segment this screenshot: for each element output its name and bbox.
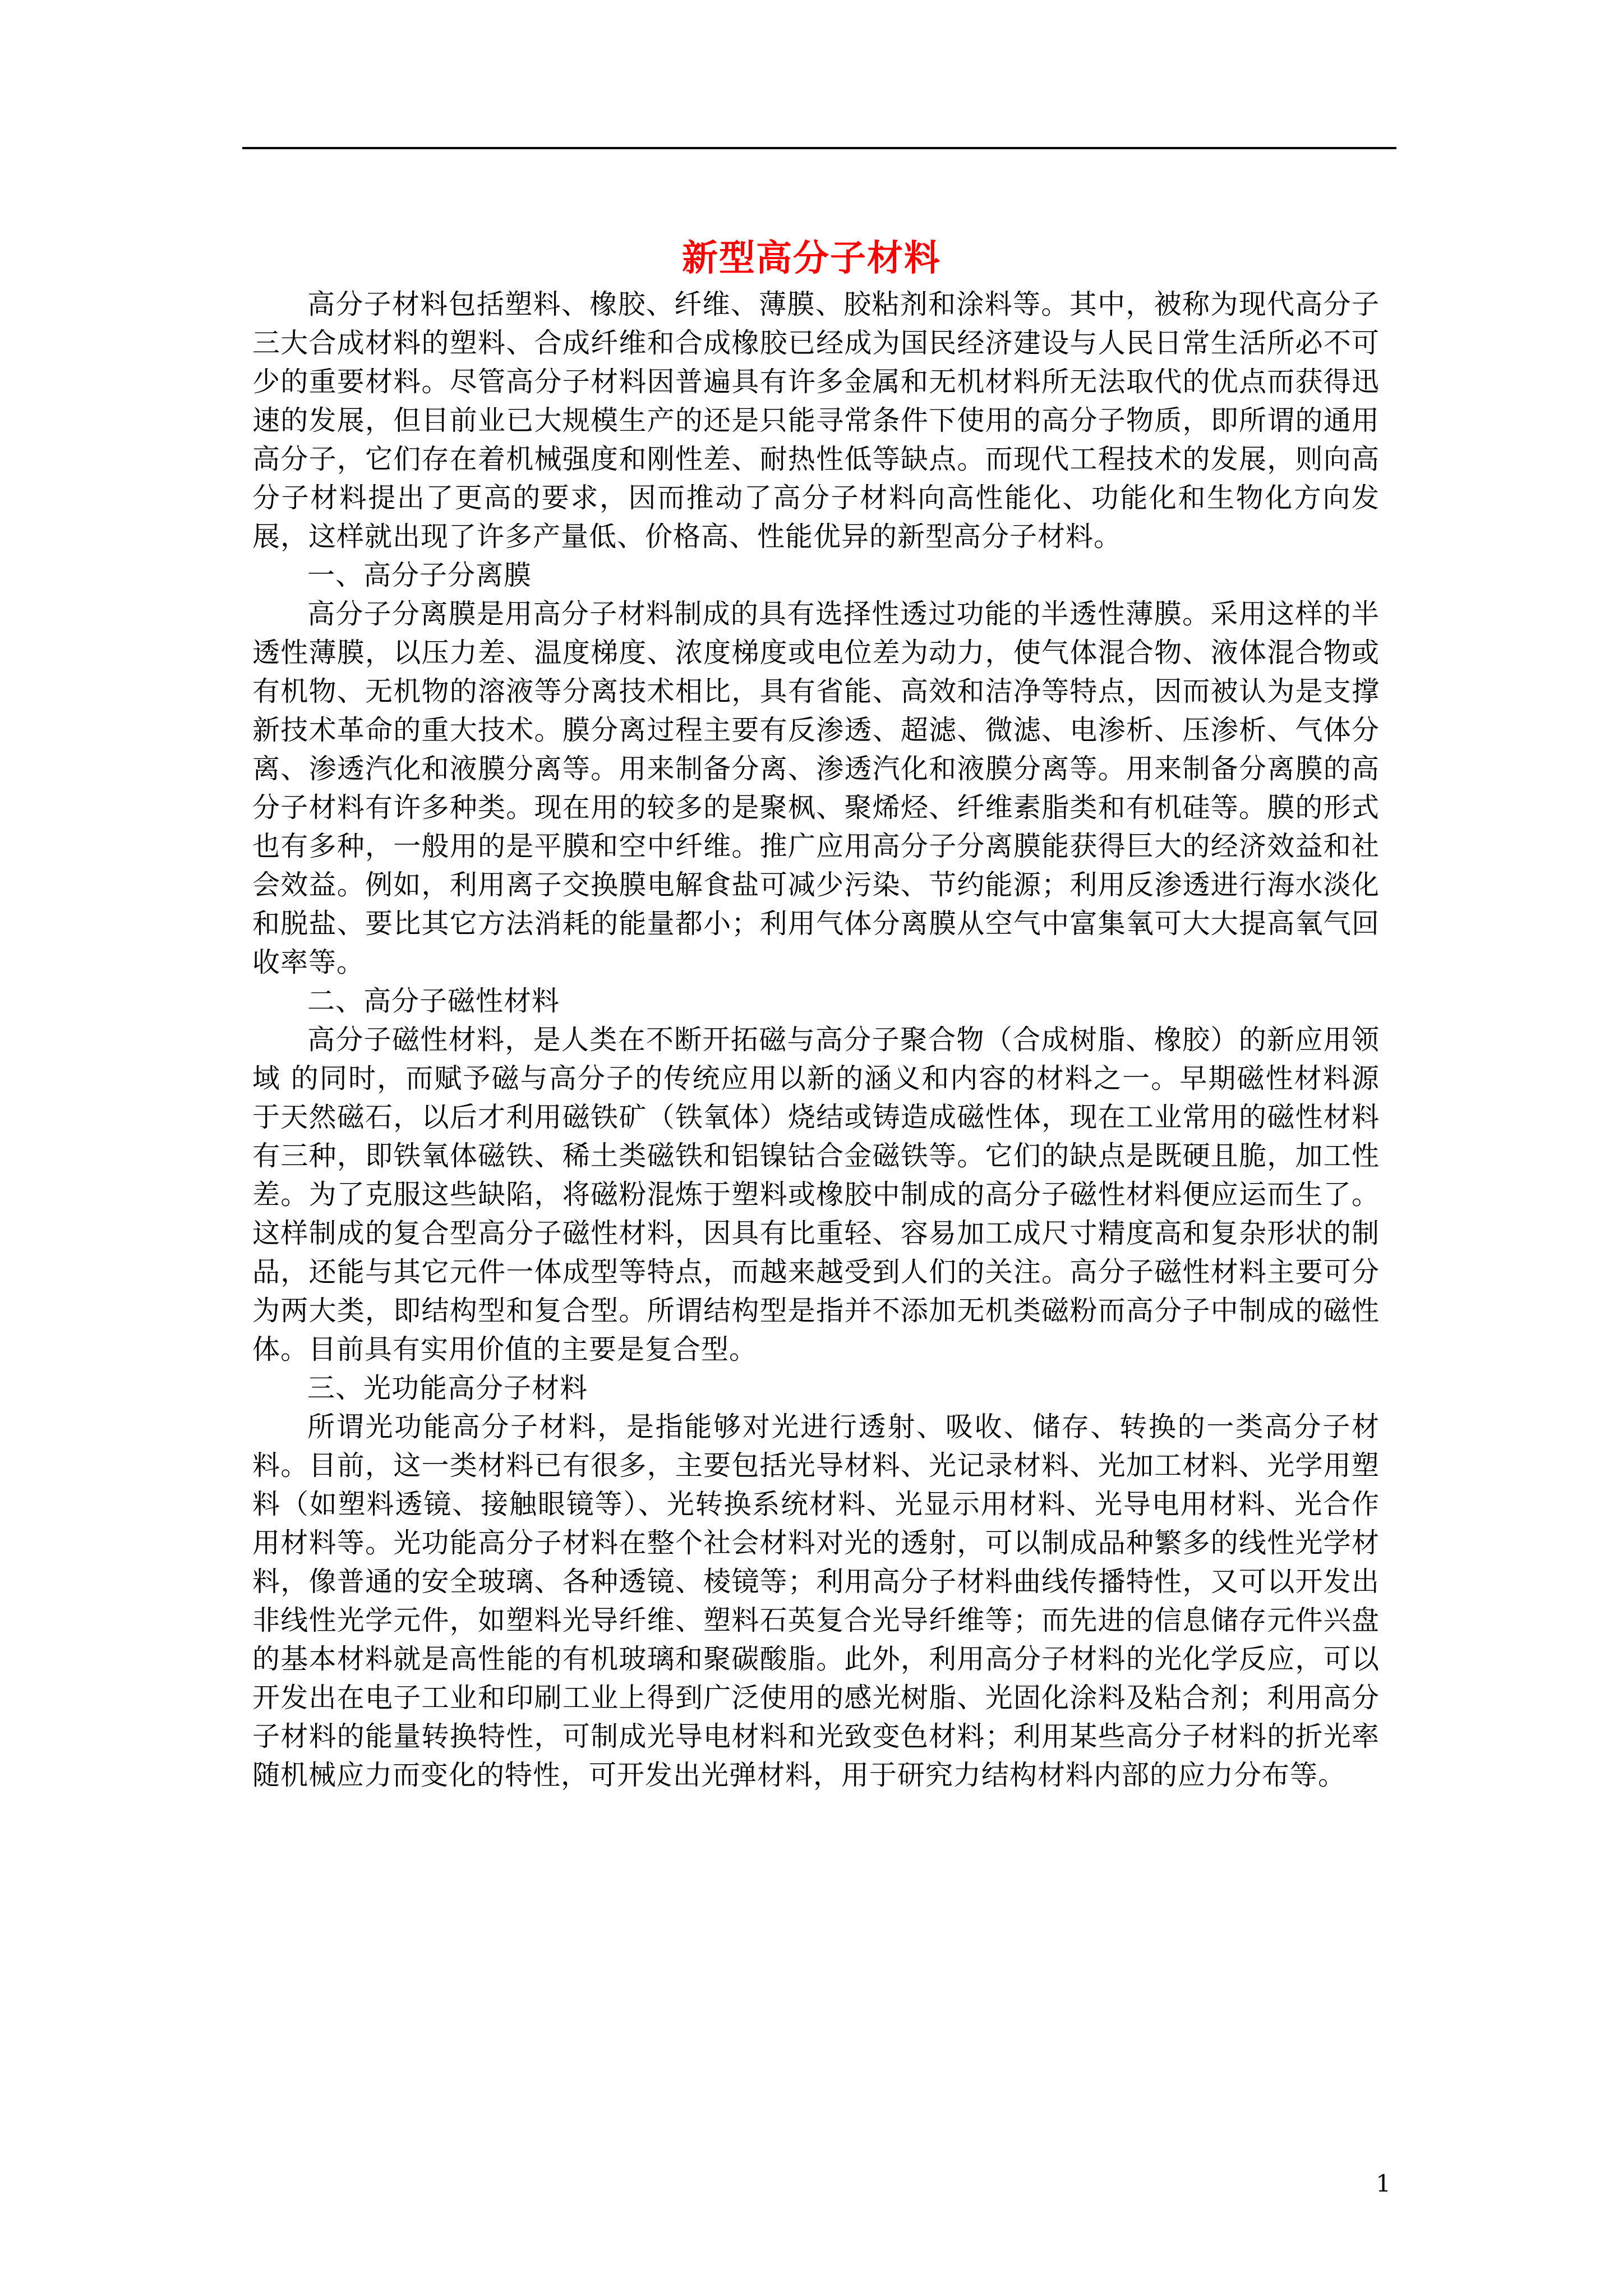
header-rule — [242, 147, 1396, 149]
section-heading-magnetic: 二、高分子磁性材料 — [307, 985, 560, 1017]
section-paragraph-membrane: 高分子分离膜是用高分子材料制成的具有选择性透过功能的半透性薄膜。采用这样的半透性薄膜，以压力差、温度梯度、浓度梯度或电位差为动力，使气体混合物、液体混合物或有机物、无机物的溶液等分离技术相比，具有省能、高效和洁净等特点，因而被认为是支撑新技术革命的重大技术。膜分离过程主要有反渗透、超滤、微滤、电渗析、压渗析、气体分离、渗透汽化和液膜分离等。用来制备分离、渗透汽化和液膜分离等。用来制备分离膜的高分子材料有许多种类。现在用的较多的是聚枫、聚烯烃、纤维素脂类和有机硅等。膜的形式也有多种，一般用的是平膜和空中纤维。推广应用高分子分离膜能获得巨大的经济效益和社会效益。例如，利用离子交换膜电解食盐可减少污染、节约能源；利用反渗透进行海水淡化和脱盐、要比其它方法消耗的能量都小；利用气体分离膜从空气中富集氧可大大提高氧气回收率等。 — [252, 598, 1380, 978]
section-heading-membrane: 一、高分子分离膜 — [307, 559, 532, 591]
document-title: 新型高分子材料 — [682, 237, 941, 279]
section-paragraph-magnetic: 高分子磁性材料，是人类在不断开拓磁与高分子聚合物（合成树脂、橡胶）的新应用领域 的同时，而赋予磁与高分子的传统应用以新的涵义和内容的材料之一。早期磁性材料源于天然磁石，以后才利用磁铁矿（铁氧体）烧结或铸造成磁性体，现在工业常用的磁性材料有三种，即铁氧体磁铁、稀土类磁铁和铝镍钴合金磁铁等。它们的缺点是既硬且脆，加工性差。为了克服这些缺陷，将磁粉混炼于塑料或橡胶中制成的高分子磁性材料便应运而生了。这样制成的复合型高分子磁性材料，因具有比重轻、容易加工成尺寸精度高和复杂形状的制品，还能与其它元件一体成型等特点，而越来越受到人们的关注。高分子磁性材料主要可分为两大类，即结构型和复合型。所谓结构型是指并不添加无机类磁粉而高分子中制成的磁性体。目前具有实用价值的主要是复合型。 — [252, 1024, 1380, 1365]
page-number: 1 — [1376, 2170, 1391, 2197]
section-paragraph-optical: 所谓光功能高分子材料，是指能够对光进行透射、吸收、储存、转换的一类高分子材料。目前，这一类材料已有很多，主要包括光导材料、光记录材料、光加工材料、光学用塑料（如塑料透镜、接触眼镜等）、光转换系统材料、光显示用材料、光导电用材料、光合作用材料等。光功能高分子材料在整个社会材料对光的透射，可以制成品种繁多的线性光学材料，像普通的安全玻璃、各种透镜、棱镜等；利用高分子材料曲线传播特性，又可以开发出非线性光学元件，如塑料光导纤维、塑料石英复合光导纤维等；而先进的信息储存元件兴盘的基本材料就是高性能的有机玻璃和聚碳酸脂。此外，利用高分子材料的光化学反应，可以开发出在电子工业和印刷工业上得到广泛使用的感光树脂、光固化涂料及粘合剂；利用高分子材料的能量转换特性，可制成光导电材料和光致变色材料；利用某些高分子材料的折光率随机械应力而变化的特性，可开发出光弹材料，用于研究力结构材料内部的应力分布等。 — [252, 1411, 1380, 1791]
section-heading-optical: 三、光功能高分子材料 — [307, 1372, 588, 1404]
intro-paragraph: 高分子材料包括塑料、橡胶、纤维、薄膜、胶粘剂和涂料等。其中，被称为现代高分子三大合成材料的塑料、合成纤维和合成橡胶已经成为国民经济建设与人民日常生活所必不可少的重要材料。尽管高分子材料因普遍具有许多金属和无机材料所无法取代的优点而获得迅速的发展，但目前业已大规模生产的还是只能寻常条件下使用的高分子物质，即所谓的通用高分子，它们存在着机械强度和刚性差、耐热性低等缺点。而现代工程技术的发展，则向高分子材料提出了更高的要求，因而推动了高分子材料向高性能化、功能化和生物化方向发展，这样就出现了许多产量低、价格高、性能优异的新型高分子材料。 — [252, 288, 1380, 553]
document-body — [252, 285, 1380, 1795]
